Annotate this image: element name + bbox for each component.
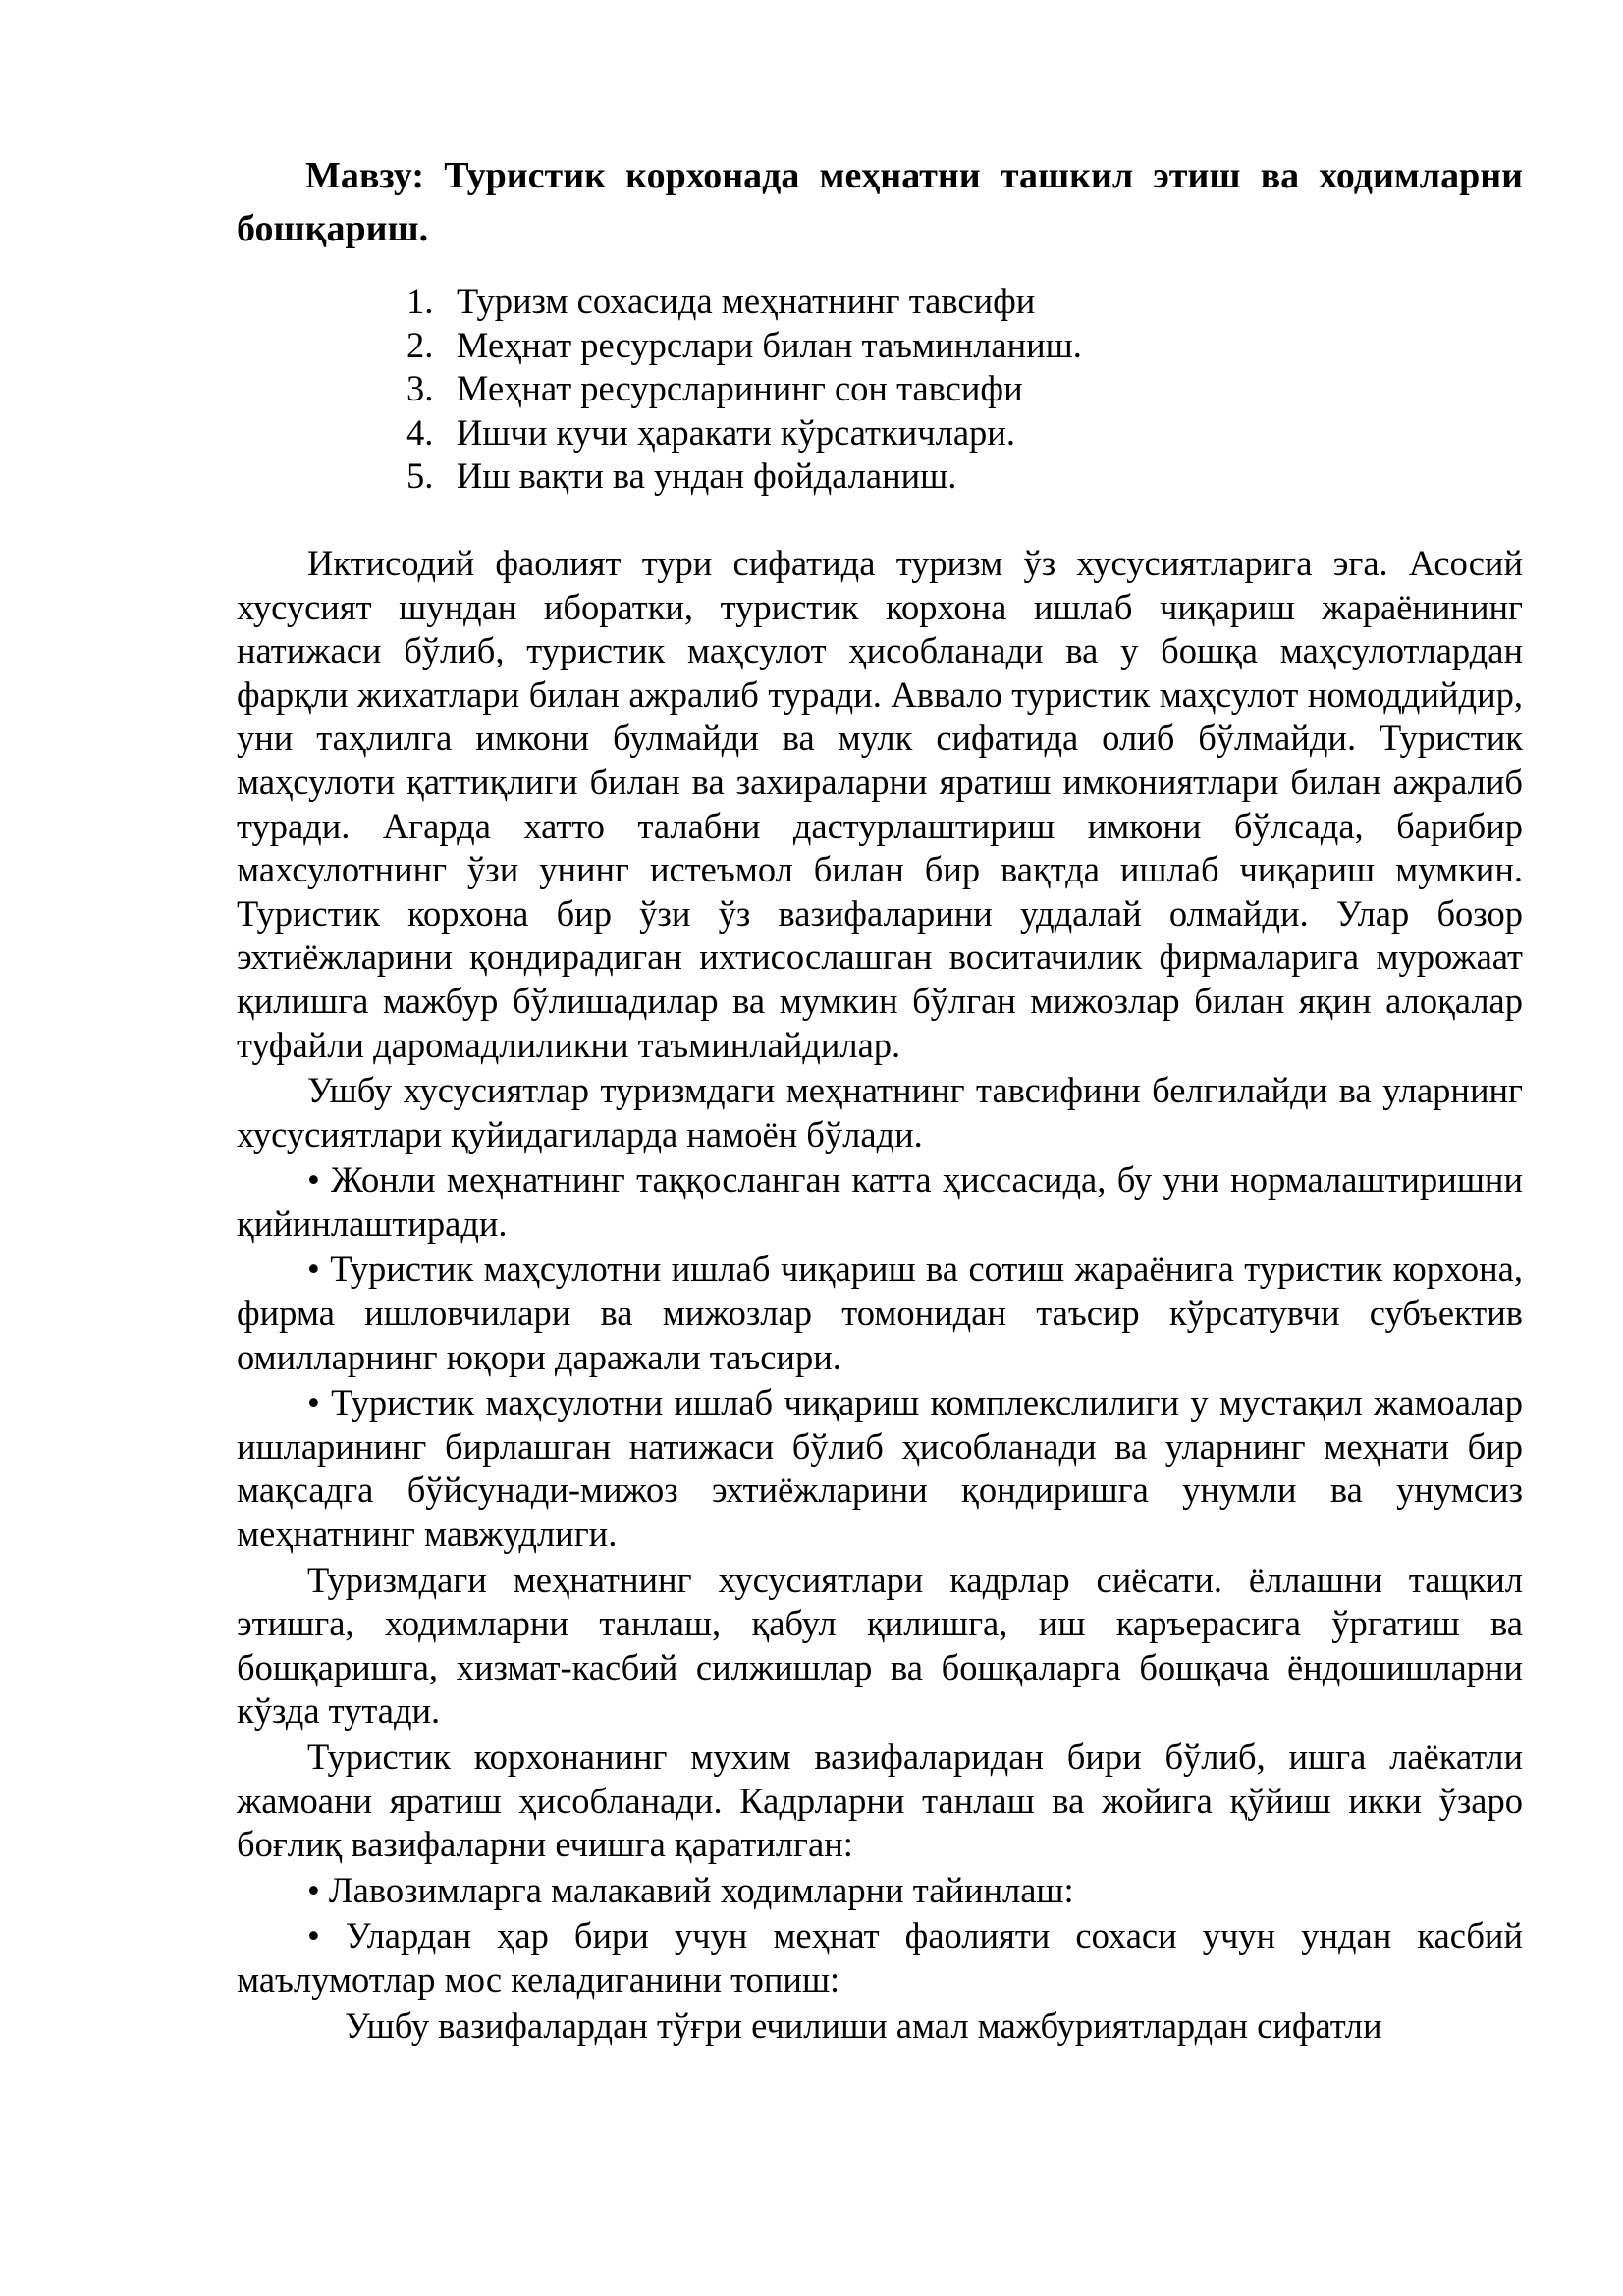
paragraph-features: Ушбу хусусиятлар туризмдаги меҳнатнинг тавсифини белгилайди ва уларнинг хусусиятлари қуйидагиларда намоён бўлади. [237,1070,1523,1154]
document-body [237,149,1523,2048]
paragraph-hr-policy: Туризмдаги меҳнатнинг хусусиятлари кадрлар сиёсати. ёллашни тащкил этишга, ходимларни танлаш, қабул қилишга, иш каръерасига ўргатиш ва бошқаришга, хизмат-касбий силжишлар ва бошқаларга бошқача ёндошишларни кўзда тутади. [237,1559,1523,1732]
outline-text: Ишчи кучи ҳаракати кўрсаткичлари. [457,411,1015,453]
outline-number: 2. [406,324,434,365]
paragraph-intro: Иктисодий фаолият тури сифатида туризм ўз хусусиятларига эга. Асосий хусусият шундан иборатки, туристик корхона ишлаб чиқариш жараёнининг натижаси бўлиб, туристик маҳсулот ҳисобланади ва у бошқа маҳсулотлардан фарқли жихатлари билан ажралиб туради. Аввало туристик маҳсулот номоддийдир, уни таҳлилга имкони булмайди ва мулк сифатида олиб бўлмайди. Туристик маҳсулоти қаттиқлиги билан ва захираларни яратиш имкониятлари билан ажралиб туради. Агарда хатто талабни дастурлаштириш имкони бўлсада, барибир махсулотнинг ўзи унинг истеъмол билан бир вақтда ишлаб чиқариш мумкин. Туристик корхона бир ўзи ўз вазифаларини уддалай олмайди. Улар бозор эхтиёжларини қондирадиган ихтисослашган воситачилик фирмаларига мурожаат қилишга мажбур бўлишадилар ва мумкин бўлган мижозлар билан яқин алоқалар туфайли даромадлиликни таъминлайдилар. [237,542,1523,1065]
outline-text: Иш вақти ва ундан фойдаланиш. [457,455,957,497]
outline-item [237,324,1523,368]
outline-number: 1. [406,281,434,321]
bullet-item: • Жонли меҳнатнинг таққосланган катта ҳиссасида, бу уни нормалаштиришни қийинлаштиради. [237,1159,1523,1244]
bullet-item: • Туристик маҳсулотни ишлаб чиқариш комплекслилиги у мустақил жамоалар ишларининг бирлашган натижаси бўлиб ҳисобланади ва уларнинг меҳнати бир мақсадга бўйсунади-мижоз эхтиёжларини қондиришга унумли ва унумсиз меҳнатнинг мавжудлиги. [237,1382,1523,1555]
page-title: Мавзу: Туристик корхонада меҳнатни ташкил этиш ва ходимларни бошқариш. [237,155,1523,249]
outline-text: Меҳнат ресурслари билан таъминланиш. [457,324,1082,365]
outline-text: Туризм сохасида меҳнатнинг тавсифи [457,281,1036,321]
outline-item [237,280,1523,324]
outline-text: Меҳнат ресурсларининг сон тавсифи [457,368,1023,409]
paragraph-continued: Ушбу вазифалардан тўғри ечилиши амал мажбуриятлардан сифатли [345,2004,1382,2046]
outline-number: 5. [406,455,434,497]
outline-number: 4. [406,411,434,453]
topic-outline [237,280,1523,499]
bullet-item: • Лавозимларга малакавий ходимларни тайинлаш: [307,1869,1074,1910]
outline-item [237,367,1523,411]
bullet-item: • Улардан ҳар бири учун меҳнат фаолияти сохаси учун ундан касбий маълумотлар мос келадиганини топиш: [237,1915,1523,2000]
bullet-item: • Туристик маҳсулотни ишлаб чиқариш ва сотиш жараёнига туристик корхона, фирма ишловчилари ва мижозлар томонидан таъсир кўрсатувчи субъектив омилларнинг юқори даражали таъсири. [237,1249,1523,1377]
outline-item [237,454,1523,499]
paragraph-team: Туристик корхонанинг мухим вазифаларидан бири бўлиб, ишга лаёкатли жамоани яратиш ҳисобланади. Кадрларни танлаш ва жойига қўйиш икки ўзаро боғлиқ вазифаларни ечишга қаратилган: [237,1736,1523,1865]
outline-item [237,411,1523,455]
outline-number: 3. [406,368,434,409]
